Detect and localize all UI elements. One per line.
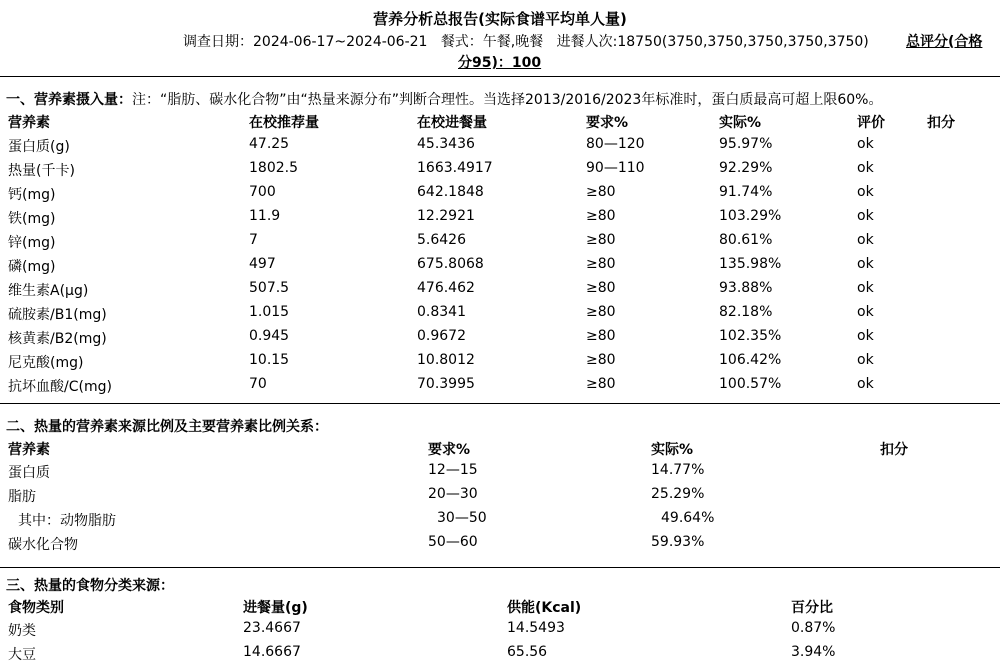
table-cell: 23.4667 bbox=[243, 620, 301, 636]
s3-header-energy: 供能(Kcal) bbox=[507, 600, 582, 616]
table-cell: ok bbox=[857, 280, 874, 296]
s3-header-category: 食物类别 bbox=[8, 600, 64, 616]
table-cell: 1.015 bbox=[249, 304, 290, 320]
table-cell: 70 bbox=[249, 376, 267, 392]
table-cell: ok bbox=[857, 184, 874, 200]
table-cell: 1663.4917 bbox=[417, 160, 493, 176]
table-row bbox=[0, 160, 1000, 184]
table-cell: ≥80 bbox=[586, 184, 616, 200]
table-cell: 50—60 bbox=[428, 534, 478, 550]
section1-note: 注：“脂肪、碳水化合物”由“热量来源分布”判断合理性。当选择2013/2016/2023年标准时，蛋白质最高可超上限60%。 bbox=[132, 92, 883, 108]
table-cell: 507.5 bbox=[249, 280, 290, 296]
table-cell: 49.64% bbox=[661, 510, 715, 526]
total-score-line2: 分95)：100 bbox=[458, 55, 542, 71]
table-cell: ≥80 bbox=[586, 208, 616, 224]
table-cell: 14.5493 bbox=[507, 620, 565, 636]
table-cell: ≥80 bbox=[586, 232, 616, 248]
table-cell: ok bbox=[857, 160, 874, 176]
table-cell: 其中：动物脂肪 bbox=[18, 513, 116, 529]
table-cell: 尼克酸(mg) bbox=[8, 355, 84, 371]
section1-title: 一、营养素摄入量： bbox=[6, 92, 132, 108]
table-row bbox=[0, 352, 1000, 376]
table-cell: ok bbox=[857, 232, 874, 248]
table-cell: 65.56 bbox=[507, 644, 548, 660]
table-cell: 675.8068 bbox=[417, 256, 484, 272]
s1-header-nutrient: 营养素 bbox=[8, 115, 50, 131]
table-cell: ok bbox=[857, 352, 874, 368]
table-cell: 维生素A(μg) bbox=[8, 283, 89, 299]
table-cell: 10.15 bbox=[249, 352, 290, 368]
table-cell: 5.6426 bbox=[417, 232, 466, 248]
table-cell: 103.29% bbox=[719, 208, 782, 224]
table-cell: 30—50 bbox=[437, 510, 487, 526]
section2-header-row bbox=[0, 439, 1000, 463]
table-cell: 45.3436 bbox=[417, 136, 475, 152]
s2-header-nutrient: 营养素 bbox=[8, 442, 50, 458]
table-row bbox=[0, 280, 1000, 304]
table-cell: 497 bbox=[249, 256, 276, 272]
table-cell: 12—15 bbox=[428, 462, 478, 478]
table-cell: 0.945 bbox=[249, 328, 290, 344]
s3-header-amount: 进餐量(g) bbox=[243, 600, 308, 616]
table-cell: 47.25 bbox=[249, 136, 290, 152]
table-cell: 100.57% bbox=[719, 376, 782, 392]
table-cell: 核黄素/B2(mg) bbox=[8, 331, 107, 347]
total-score-line1: 总评分(合格 bbox=[906, 34, 983, 50]
table-cell: ok bbox=[857, 256, 874, 272]
table-cell: 92.29% bbox=[719, 160, 773, 176]
table-cell: 93.88% bbox=[719, 280, 773, 296]
table-row bbox=[0, 256, 1000, 280]
table-cell: 25.29% bbox=[651, 486, 705, 502]
table-row bbox=[0, 462, 1000, 486]
table-cell: 91.74% bbox=[719, 184, 773, 200]
table-cell: ≥80 bbox=[586, 304, 616, 320]
meal-type: 餐式：午餐,晚餐 bbox=[440, 34, 544, 50]
table-cell: 102.35% bbox=[719, 328, 782, 344]
table-cell: ok bbox=[857, 328, 874, 344]
table-row bbox=[0, 136, 1000, 160]
table-cell: 抗坏血酸/C(mg) bbox=[8, 379, 112, 395]
table-cell: 14.6667 bbox=[243, 644, 301, 660]
table-row bbox=[0, 486, 1000, 510]
report-meta bbox=[183, 31, 869, 51]
table-row bbox=[0, 534, 1000, 558]
table-cell: 锌(mg) bbox=[8, 235, 56, 251]
attendance: 进餐人次:18750(3750,3750,3750,3750,3750) bbox=[556, 34, 869, 50]
table-cell: ok bbox=[857, 208, 874, 224]
table-cell: ok bbox=[857, 136, 874, 152]
survey-date: 调查日期：2024-06-17~2024-06-21 bbox=[183, 34, 428, 50]
table-cell: 磷(mg) bbox=[8, 259, 56, 275]
table-cell: 1802.5 bbox=[249, 160, 298, 176]
table-cell: 硫胺素/B1(mg) bbox=[8, 307, 107, 323]
table-cell: 700 bbox=[249, 184, 276, 200]
s1-header-evaluation: 评价 bbox=[857, 115, 885, 131]
s1-header-deduction: 扣分 bbox=[927, 115, 955, 131]
s1-header-actual: 实际% bbox=[719, 115, 762, 131]
s1-header-recommended: 在校推荐量 bbox=[249, 115, 319, 131]
s2-header-actual: 实际% bbox=[651, 442, 694, 458]
table-cell: 0.9672 bbox=[417, 328, 466, 344]
table-row bbox=[0, 232, 1000, 256]
table-cell: 135.98% bbox=[719, 256, 782, 272]
table-cell: 7 bbox=[249, 232, 258, 248]
table-row bbox=[0, 510, 1000, 534]
s1-header-intake: 在校进餐量 bbox=[417, 115, 487, 131]
table-row bbox=[0, 184, 1000, 208]
table-cell: ≥80 bbox=[586, 376, 616, 392]
table-cell: 70.3995 bbox=[417, 376, 475, 392]
divider bbox=[0, 76, 1000, 77]
section2-title: 二、热量的营养素来源比例及主要营养素比例关系： bbox=[6, 419, 328, 435]
table-cell: 20—30 bbox=[428, 486, 478, 502]
table-cell: 3.94% bbox=[791, 644, 836, 660]
s3-header-percent: 百分比 bbox=[791, 600, 833, 616]
divider bbox=[0, 403, 1000, 404]
divider bbox=[0, 567, 1000, 568]
table-cell: 14.77% bbox=[651, 462, 705, 478]
section1-heading bbox=[6, 89, 882, 109]
table-cell: 82.18% bbox=[719, 304, 773, 320]
table-cell: ≥80 bbox=[586, 352, 616, 368]
table-cell: 钙(mg) bbox=[8, 187, 56, 203]
table-cell: 59.93% bbox=[651, 534, 705, 550]
table-cell: 铁(mg) bbox=[8, 211, 56, 227]
table-cell: 476.462 bbox=[417, 280, 475, 296]
table-cell: 热量(千卡) bbox=[8, 163, 75, 179]
report-title: 营养分析总报告(实际食谱平均单人量) bbox=[373, 10, 627, 28]
table-cell: 11.9 bbox=[249, 208, 281, 224]
section3-header-row bbox=[0, 597, 1000, 621]
s2-header-required: 要求% bbox=[428, 442, 471, 458]
table-cell: ≥80 bbox=[586, 280, 616, 296]
table-cell: ok bbox=[857, 304, 874, 320]
table-cell: 0.8341 bbox=[417, 304, 466, 320]
table-cell: 碳水化合物 bbox=[8, 537, 78, 553]
s2-header-deduction: 扣分 bbox=[880, 442, 908, 458]
table-cell: 蛋白质(g) bbox=[8, 139, 70, 155]
table-cell: 奶类 bbox=[8, 623, 36, 639]
table-cell: 脂肪 bbox=[8, 489, 36, 505]
section1-header-row bbox=[0, 112, 1000, 136]
table-row bbox=[0, 304, 1000, 328]
table-cell: 95.97% bbox=[719, 136, 773, 152]
table-cell: ≥80 bbox=[586, 328, 616, 344]
table-cell: 10.8012 bbox=[417, 352, 475, 368]
table-cell: 80.61% bbox=[719, 232, 773, 248]
table-cell: ≥80 bbox=[586, 256, 616, 272]
table-cell: 蛋白质 bbox=[8, 465, 50, 481]
table-cell: 642.1848 bbox=[417, 184, 484, 200]
table-row bbox=[0, 644, 1000, 668]
table-cell: 106.42% bbox=[719, 352, 782, 368]
s1-header-required: 要求% bbox=[586, 115, 629, 131]
table-cell: 80—120 bbox=[586, 136, 645, 152]
table-row bbox=[0, 620, 1000, 644]
table-cell: 90—110 bbox=[586, 160, 645, 176]
section3-title: 三、热量的食物分类来源： bbox=[6, 578, 174, 594]
table-row bbox=[0, 376, 1000, 400]
table-cell: 0.87% bbox=[791, 620, 836, 636]
table-row bbox=[0, 328, 1000, 352]
table-row bbox=[0, 208, 1000, 232]
table-cell: 大豆 bbox=[8, 647, 36, 663]
table-cell: 12.2921 bbox=[417, 208, 475, 224]
table-cell: ok bbox=[857, 376, 874, 392]
